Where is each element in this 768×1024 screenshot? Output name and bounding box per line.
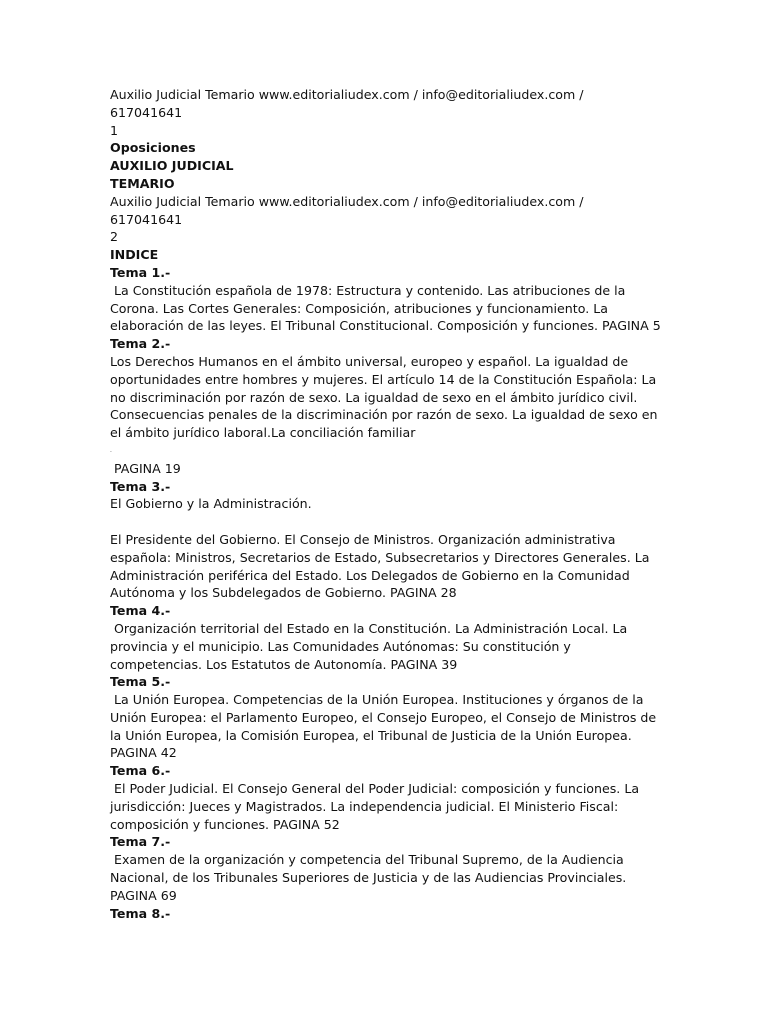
stray-period: . xyxy=(110,446,112,454)
header-text: Auxilio Judicial Temario www.editorialiudex.com / info@editorialiudex.com / xyxy=(110,193,584,209)
tema-line: La Unión Europea. Competencias de la Unión Europea. Instituciones y órganos de la xyxy=(110,692,644,708)
tema-title: Tema 1.- xyxy=(110,264,171,280)
tema-line: PAGINA 69 xyxy=(110,887,177,903)
tema-line: Consecuencias penales de la discriminación por razón de sexo. La igualdad de sexo en xyxy=(110,407,658,423)
tema-line: la Unión Europea, la Comisión Europea, el Tribunal de Justicia de la Unión Europea. xyxy=(110,727,632,743)
tema-title: Tema 4.- xyxy=(110,603,171,619)
cover-oposiciones: Oposiciones xyxy=(110,140,196,156)
tema-line: Autónoma y los Subdelegados de Gobierno. PAGINA 28 xyxy=(110,585,457,601)
tema-line: Administración periférica del Estado. Los Delegados de Gobierno en la Comunidad xyxy=(110,567,630,583)
tema-line: Unión Europea: el Parlamento Europeo, el Consejo Europeo, el Consejo de Ministros de xyxy=(110,709,657,725)
tema-line: el ámbito jurídico laboral.La conciliación familiar xyxy=(110,425,416,441)
tema-line: Nacional, de los Tribunales Superiores de Justicia y de las Audiencias Provinciales. xyxy=(110,870,627,886)
tema-line: PAGINA 19 xyxy=(110,460,181,476)
header-phone: 617041641 xyxy=(110,211,183,227)
tema-line: Organización territorial del Estado en la Constitución. La Administración Local. La xyxy=(110,620,628,636)
tema-title: Tema 8.- xyxy=(110,905,171,921)
tema-line: El Poder Judicial. El Consejo General del Poder Judicial: composición y funciones. La xyxy=(110,781,640,797)
tema-line: española: Ministros, Secretarios de Estado, Subsecretarios y Directores Generales. La xyxy=(110,549,650,565)
tema-line: El Gobierno y la Administración. xyxy=(110,496,312,512)
tema-line: composición y funciones. PAGINA 52 xyxy=(110,816,340,832)
tema-line: Examen de la organización y competencia del Tribunal Supremo, de la Audiencia xyxy=(110,852,624,868)
tema-line: provincia y el municipio. Las Comunidades Autónomas: Su constitución y xyxy=(110,638,571,654)
tema-line: elaboración de las leyes. El Tribunal Constitucional. Composición y funciones. PAGINA 5 xyxy=(110,318,661,334)
tema-line: oportunidades entre hombres y mujeres. El artículo 14 de la Constitución Española: La xyxy=(110,371,657,387)
page-number: 1 xyxy=(110,122,119,138)
tema-line: La Constitución española de 1978: Estructura y contenido. Las atribuciones de la xyxy=(110,282,626,298)
tema-title: Tema 7.- xyxy=(110,834,171,850)
tema-line: Corona. Las Cortes Generales: Composición, atribuciones y funcionamiento. La xyxy=(110,300,608,316)
tema-title: Tema 3.- xyxy=(110,478,171,494)
blank-line xyxy=(110,513,662,531)
tema-title: Tema 2.- xyxy=(110,336,171,352)
tema-line: PAGINA 42 xyxy=(110,745,177,761)
tema-line: Los Derechos Humanos en el ámbito universal, europeo y español. La igualdad de xyxy=(110,353,629,369)
header-text: Auxilio Judicial Temario www.editorialiudex.com / info@editorialiudex.com / xyxy=(110,87,584,102)
index-title: INDICE xyxy=(110,247,159,263)
document-page xyxy=(110,86,662,922)
tema-line: no discriminación por razón de sexo. La igualdad de sexo en el ámbito jurídico civil. xyxy=(110,389,638,405)
cover-auxilio-judicial: AUXILIO JUDICIAL xyxy=(110,158,234,174)
tema-line: jurisdicción: Jueces y Magistrados. La independencia judicial. El Ministerio Fiscal: xyxy=(110,798,619,814)
tema-title: Tema 6.- xyxy=(110,763,171,779)
header-phone: 617041641 xyxy=(110,104,183,120)
cover-temario: TEMARIO xyxy=(110,175,175,191)
page-number: 2 xyxy=(110,229,119,245)
tema-title: Tema 5.- xyxy=(110,674,171,690)
tema-line: competencias. Los Estatutos de Autonomía. PAGINA 39 xyxy=(110,656,458,672)
tema-line: El Presidente del Gobierno. El Consejo de Ministros. Organización administrativa xyxy=(110,531,616,547)
